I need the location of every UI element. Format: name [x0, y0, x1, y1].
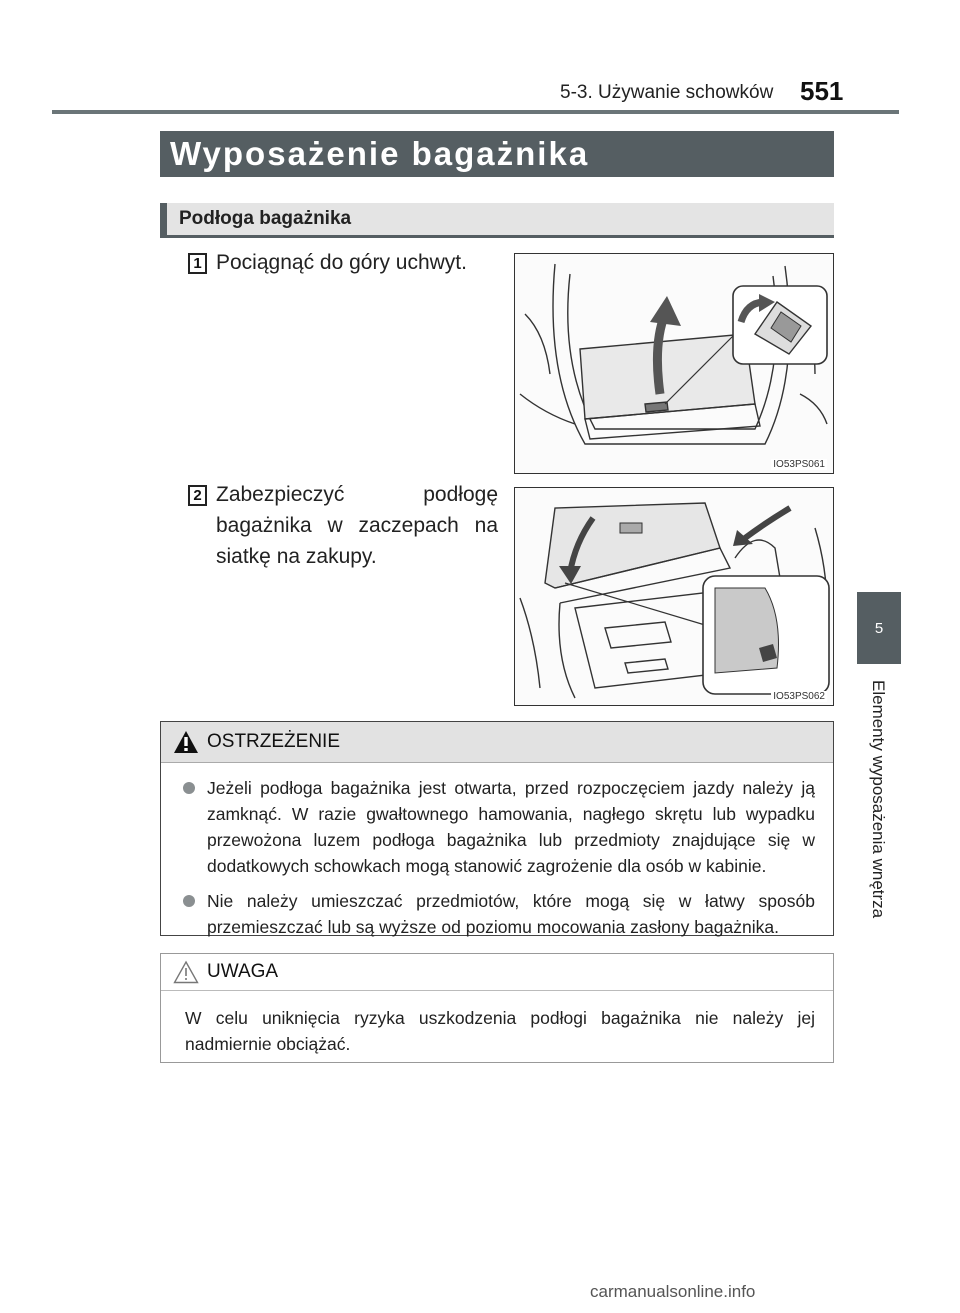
page-title: Wyposażenie bagażnika — [160, 131, 834, 177]
warning-header — [161, 722, 833, 763]
warning-triangle-icon — [173, 730, 199, 754]
bullet-icon — [183, 895, 195, 907]
section-title: 5-3. Używanie schowków — [560, 82, 774, 103]
warning-bullet-text: Jeżeli podłoga bagażnika jest otwarta, przed rozpoczęciem jazdy należy ją zamknąć. W razie gwałtownego hamowania, nagłego skrętu lub wypadku przewożona luzem podłoga bagażnika lub przedmioty znajdujące się w dodatkowych schowkach mogą stanowić zagrożenie dla osób w kabinie. — [207, 778, 815, 876]
chapter-tab-number: 5 — [857, 592, 901, 664]
header-divider — [52, 110, 899, 114]
figure-secure-floor — [514, 487, 834, 706]
warning-bullet — [161, 775, 833, 879]
notice-box — [160, 953, 834, 1063]
caution-triangle-icon — [173, 960, 199, 984]
subheading: Podłoga bagażnika — [160, 203, 834, 238]
step-2-text: Zabezpieczyć podłogę bagażnika w zaczepach na siatkę na zakupy. — [216, 483, 498, 568]
notice-title: UWAGA — [207, 961, 279, 982]
figure-code: IO53PS062 — [773, 691, 825, 702]
figure-code: IO53PS061 — [773, 459, 825, 470]
warning-title: OSTRZEŻENIE — [207, 731, 341, 752]
bullet-icon — [183, 782, 195, 794]
trunk-illustration-1 — [515, 254, 832, 472]
notice-text: W celu uniknięcia ryzyka uszkodzenia podłogi bagażnika nie należy jej nadmiernie obciążać. — [185, 1008, 815, 1054]
trunk-illustration-2 — [515, 488, 832, 704]
warning-box — [160, 721, 834, 936]
watermark: carmanualsonline.info — [590, 1282, 756, 1301]
step-1-text: Pociągnąć do góry uchwyt. — [216, 251, 467, 274]
warning-bullet — [161, 888, 833, 940]
warning-bullet-text: Nie należy umieszczać przedmiotów, które mogą się w łatwy sposób przemieszczać lub są wyższe od poziomu mocowania zasłony bagażnika. — [207, 891, 815, 937]
step-1-number: 1 — [188, 253, 207, 274]
figure-pull-handle — [514, 253, 834, 474]
chapter-tab-label: Elementy wyposażenia wnętrza — [869, 680, 888, 919]
step-2-number: 2 — [188, 485, 207, 506]
notice-header — [161, 954, 833, 991]
page-number: 551 — [800, 76, 844, 106]
